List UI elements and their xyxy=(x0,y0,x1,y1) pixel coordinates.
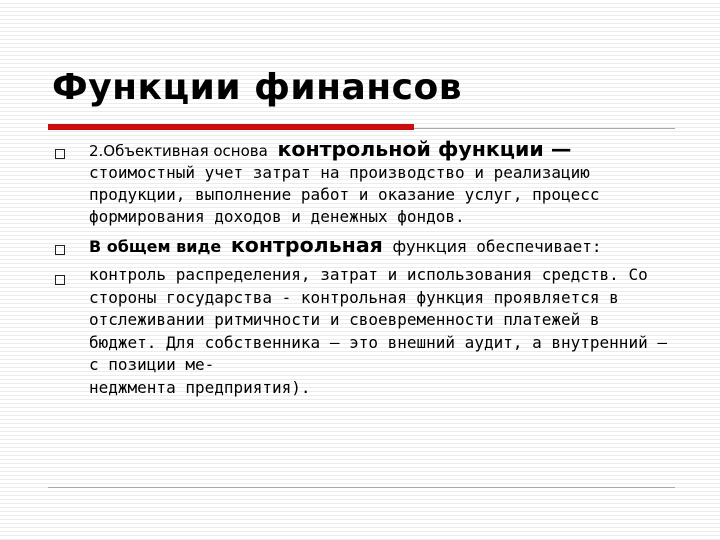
item-body: обеспечивает: xyxy=(476,237,602,256)
list-item xyxy=(52,138,672,228)
title-accent-bar xyxy=(48,124,414,130)
square-bullet-icon xyxy=(55,149,65,159)
item-intro: 2.Объективная основа xyxy=(89,142,268,160)
item-body: стоимостный учет затрат на производство и реализацию продукции, выполнение работ и оказание услуг, процесс формирования доходов и денежных фондов. xyxy=(89,163,600,226)
item-dash: — xyxy=(543,137,572,161)
item-lead: В общем виде xyxy=(89,237,222,256)
item-emphasis: контрольной функции xyxy=(277,137,544,161)
square-bullet-icon xyxy=(55,245,65,255)
footer-divider xyxy=(48,487,675,488)
list-item xyxy=(52,234,672,258)
item-emphasis: контрольная xyxy=(230,233,383,257)
bullet-list xyxy=(52,138,672,405)
square-bullet-icon xyxy=(55,275,65,285)
list-item xyxy=(52,264,672,399)
item-continuation: неджмента предприятия). xyxy=(89,377,311,397)
item-tail: функция xyxy=(392,237,467,256)
item-body: контроль распределения, затрат и использования средств. Со стороны государства - контрольная функция проявляется в отслеживании ритмичности и своевременности платежей в бюджет. Для собственника – это внешний аудит, а внутренний – с позиции ме- xyxy=(89,265,667,374)
slide-title: Функции финансов xyxy=(52,67,462,108)
